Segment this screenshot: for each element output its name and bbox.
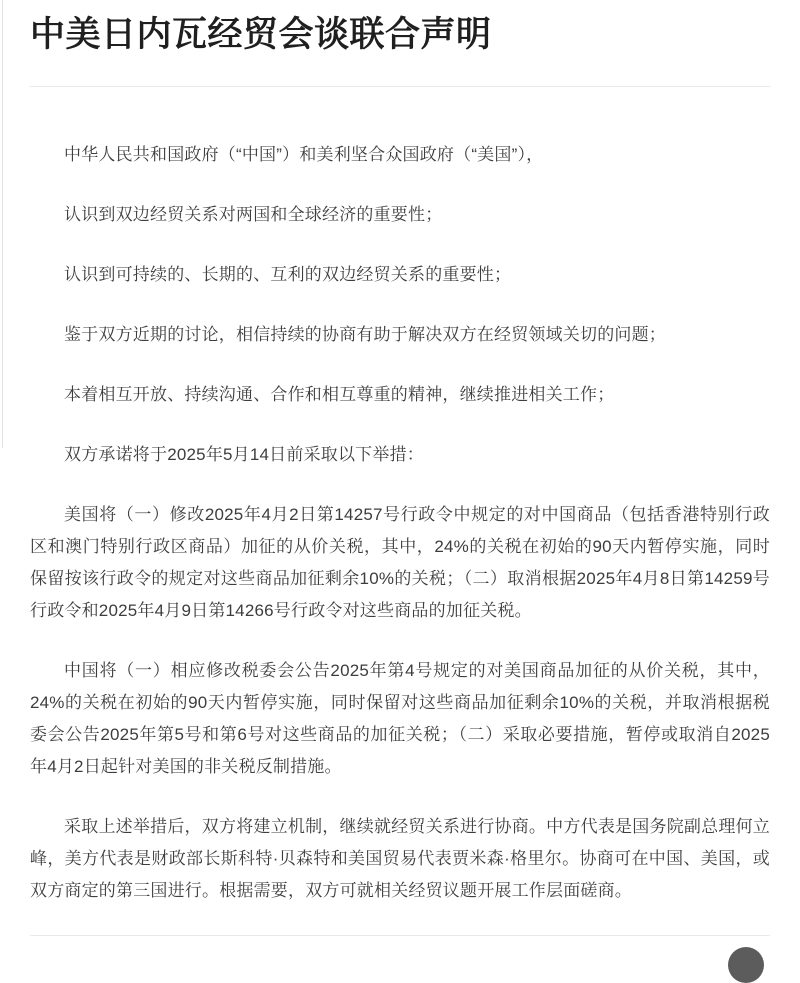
paragraph-recognize-sustainable: 认识到可持续的、长期的、互利的双边经贸关系的重要性； bbox=[64, 265, 512, 284]
paragraph-us-measures: 美国将（一）修改2025年4月2日第14257号行政令中规定的对中国商品（包括香港特别行政区和澳门特别行政区商品）加征的从价关税，其中，24%的关税在初始的90天内暂停实施，同时保留按该行政令的规定对这些商品加征剩余10%的关税；（二）取消根据2025年4月8日第14259号行政令和2025年4月9日第14266号行政令对这些商品的加征关税。 bbox=[30, 505, 770, 620]
paragraph-spirit-of-cooperation: 本着相互开放、持续沟通、合作和相互尊重的精神，继续推进相关工作； bbox=[64, 385, 615, 404]
paragraph-recognize-importance: 认识到双边经贸关系对两国和全球经济的重要性； bbox=[64, 205, 443, 224]
floating-circle-button[interactable] bbox=[728, 947, 764, 983]
paragraph-preamble: 中华人民共和国政府（“中国”）和美利坚合众国政府（“美国”）， bbox=[64, 145, 544, 164]
bottom-divider bbox=[30, 935, 770, 936]
title-divider bbox=[30, 86, 770, 87]
page-title: 中美日内瓦经贸会谈联合声明 bbox=[30, 15, 492, 54]
window-edge-line bbox=[2, 0, 3, 448]
paragraph-china-measures: 中国将（一）相应修改税委会公告2025年第4号规定的对美国商品加征的从价关税，其中，24%的关税在初始的90天内暂停实施，同时保留对这些商品加征剩余10%的关税，并取消根据税委会公告2025年第5号和第6号对这些商品的加征关税；（二）采取必要措施，暂停或取消自2025年4月2日起针对美国的非关税反制措施。 bbox=[30, 661, 770, 776]
paragraph-recent-discussions: 鉴于双方近期的讨论，相信持续的协商有助于解决双方在经贸领域关切的问题； bbox=[64, 325, 666, 344]
paragraph-mechanism-representatives: 采取上述举措后，双方将建立机制，继续就经贸关系进行协商。中方代表是国务院副总理何立峰，美方代表是财政部长斯科特·贝森特和美国贸易代表贾米森·格里尔。协商可在中国、美国，或双方商定的第三国进行。根据需要，双方可就相关经贸议题开展工作层面磋商。 bbox=[30, 817, 770, 900]
paragraph-commitment-date: 双方承诺将于2025年5月14日前采取以下举措： bbox=[64, 445, 424, 464]
